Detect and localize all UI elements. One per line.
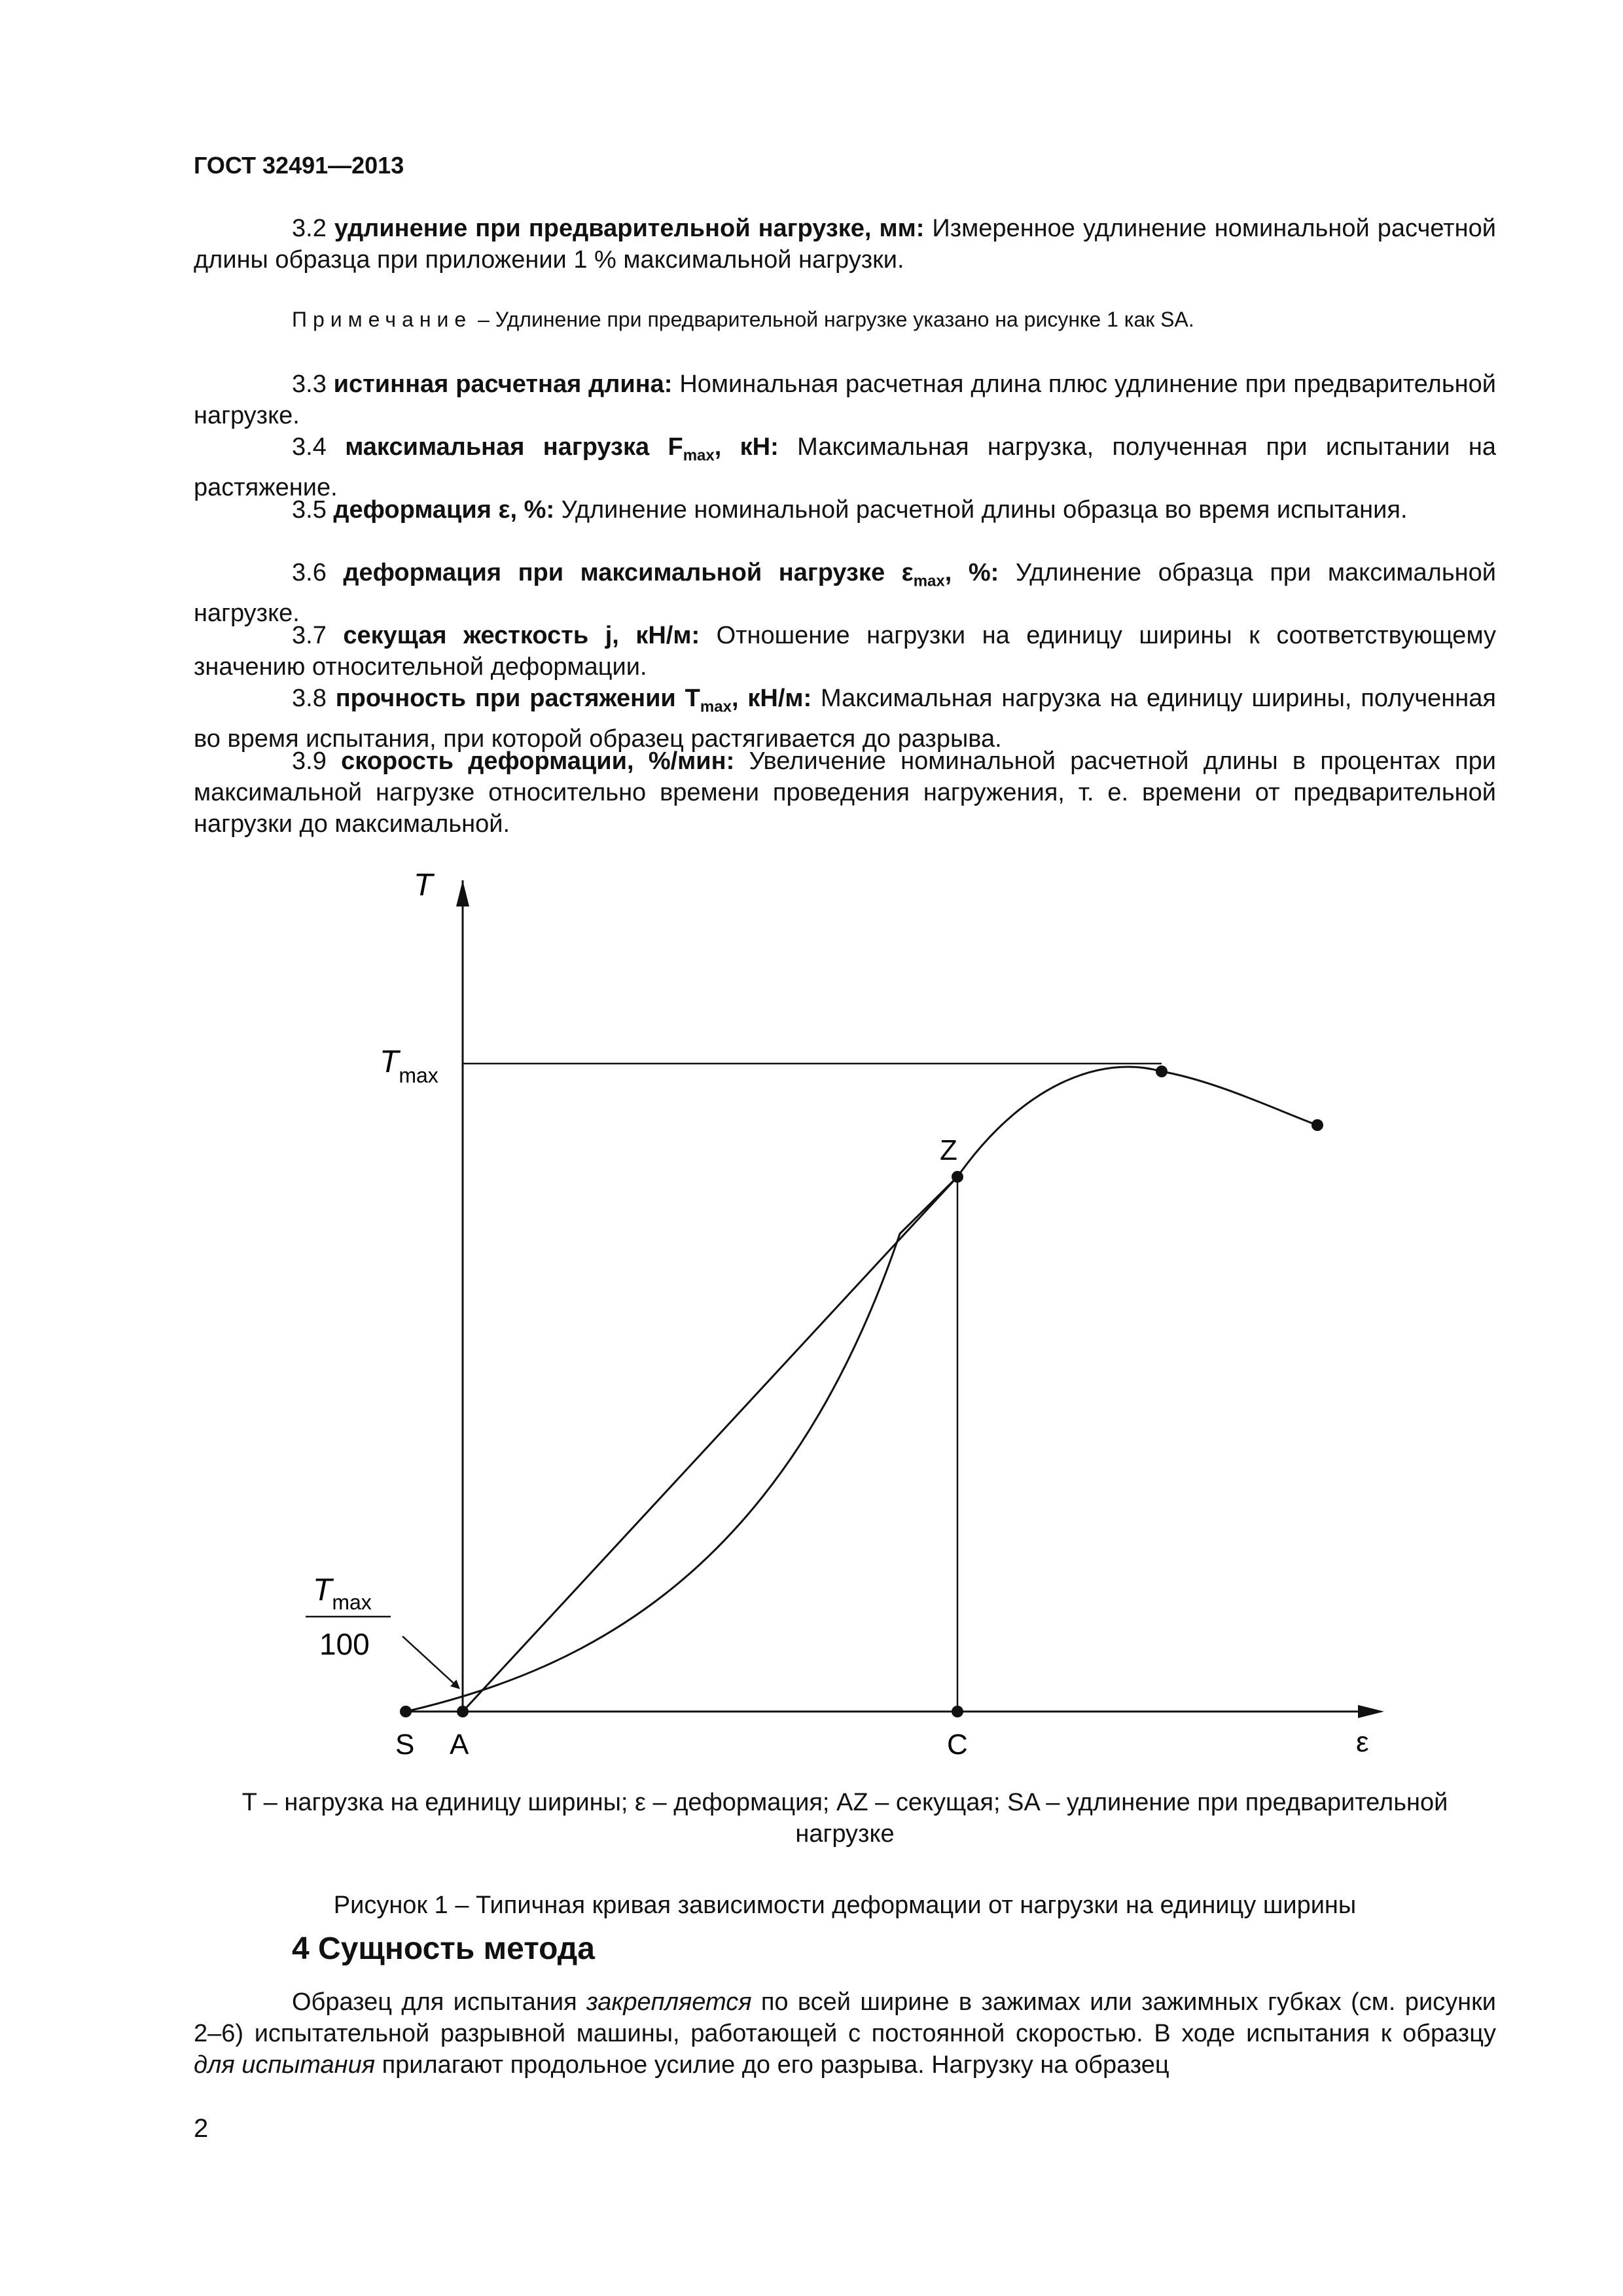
page-number: 2	[194, 2114, 209, 2143]
note: Примечание – Удлинение при предварительной нагрузке указано на рисунке 1 как SA.	[292, 308, 1194, 331]
definition-3-3: 3.3 истинная расчетная длина: Номинальная расчетная длина плюс удлинение при предварительной нагрузке.	[194, 370, 1496, 429]
point-a-marker	[457, 1706, 469, 1717]
section-4-paragraph: Образец для испытания закрепляется по всей ширине в зажимах или зажимных губках (см. рисунки 2–6) испытательной разрывной машины, работающей с постоянной скоростью. В ходе испытания к образцу для испытания прилагают продольное усилие до его разрыва. Нагрузку на образец	[194, 1988, 1497, 2079]
x-axis-arrow	[1358, 1705, 1384, 1718]
x-axis-label: ε	[1356, 1726, 1369, 1758]
figure-caption: Рисунок 1 – Типичная кривая зависимости деформации от нагрузки на единицу ширины	[333, 1892, 1357, 1919]
figure-1-curve	[0, 844, 1623, 1774]
definition-3-6: 3.6 деформация при максимальной нагрузке $\varepsilon_{max}$, %: Удлинение образца при максимальной нагрузке.	[194, 559, 1496, 627]
definition-3-5: 3.5 деформация ε, %: Удлинение номинальной расчетной длины образца во время испытания.	[292, 496, 1408, 524]
tmax-label: $T_{max}$	[380, 1045, 438, 1087]
definition-3-8: 3.8 прочность при растяжении $T_{max}$, кН/м: Максимальная нагрузка на единицу ширины, полученная во время испытания, при которой образец растягивается до разрыва.	[194, 685, 1496, 753]
max-point-marker	[1156, 1066, 1168, 1077]
y-axis-label: T	[414, 868, 433, 903]
definition-3-2: 3.2 удлинение при предварительной нагрузке, мм: Измеренное удлинение номинальной расчетной длины образца при приложении 1 % максимальной нагрузки.	[194, 215, 1496, 274]
point-s-label: S	[395, 1729, 415, 1761]
section-title: 4 Сущность метода	[292, 1931, 595, 1966]
secant-line-az	[463, 1177, 957, 1712]
figure-legend: T – нагрузка на единицу ширины; ε – деформация; AZ – секущая; SA – удлинение при предварительной нагрузке	[241, 1789, 1448, 1848]
point-a-label: A	[450, 1729, 469, 1761]
definition-3-9: 3.9 скорость деформации, %/мин: Увеличение номинальной расчетной длины в процентах при максимальной нагрузке относительно времени проведения нагружения, т. е. времени от предварительной нагрузки до максимальной.	[194, 747, 1496, 838]
load-strain-curve	[406, 1067, 1317, 1712]
point-s-marker	[400, 1706, 412, 1717]
definition-3-4: 3.4 максимальная нагрузка $F_{max}$, кН: Максимальная нагрузка, полученная при испытании на растяжение.	[194, 433, 1497, 501]
point-c-marker	[952, 1706, 963, 1717]
y-axis-arrow	[456, 880, 469, 906]
tmax-100-arrow	[402, 1636, 458, 1687]
end-point-marker	[1311, 1119, 1323, 1131]
definition-3-7: 3.7 секущая жесткость j, кН/м: Отношение нагрузки на единицу ширины к соответствующему значению относительной деформации.	[194, 622, 1496, 681]
point-z-marker	[952, 1171, 963, 1183]
tmax-fraction-bottom: 100	[319, 1627, 370, 1661]
tmax-fraction-top: $T_{max}$	[313, 1573, 372, 1614]
document-header: ГОСТ 32491—2013	[194, 152, 404, 179]
point-z-label: Z	[940, 1134, 957, 1166]
point-c-label: C	[947, 1729, 968, 1761]
